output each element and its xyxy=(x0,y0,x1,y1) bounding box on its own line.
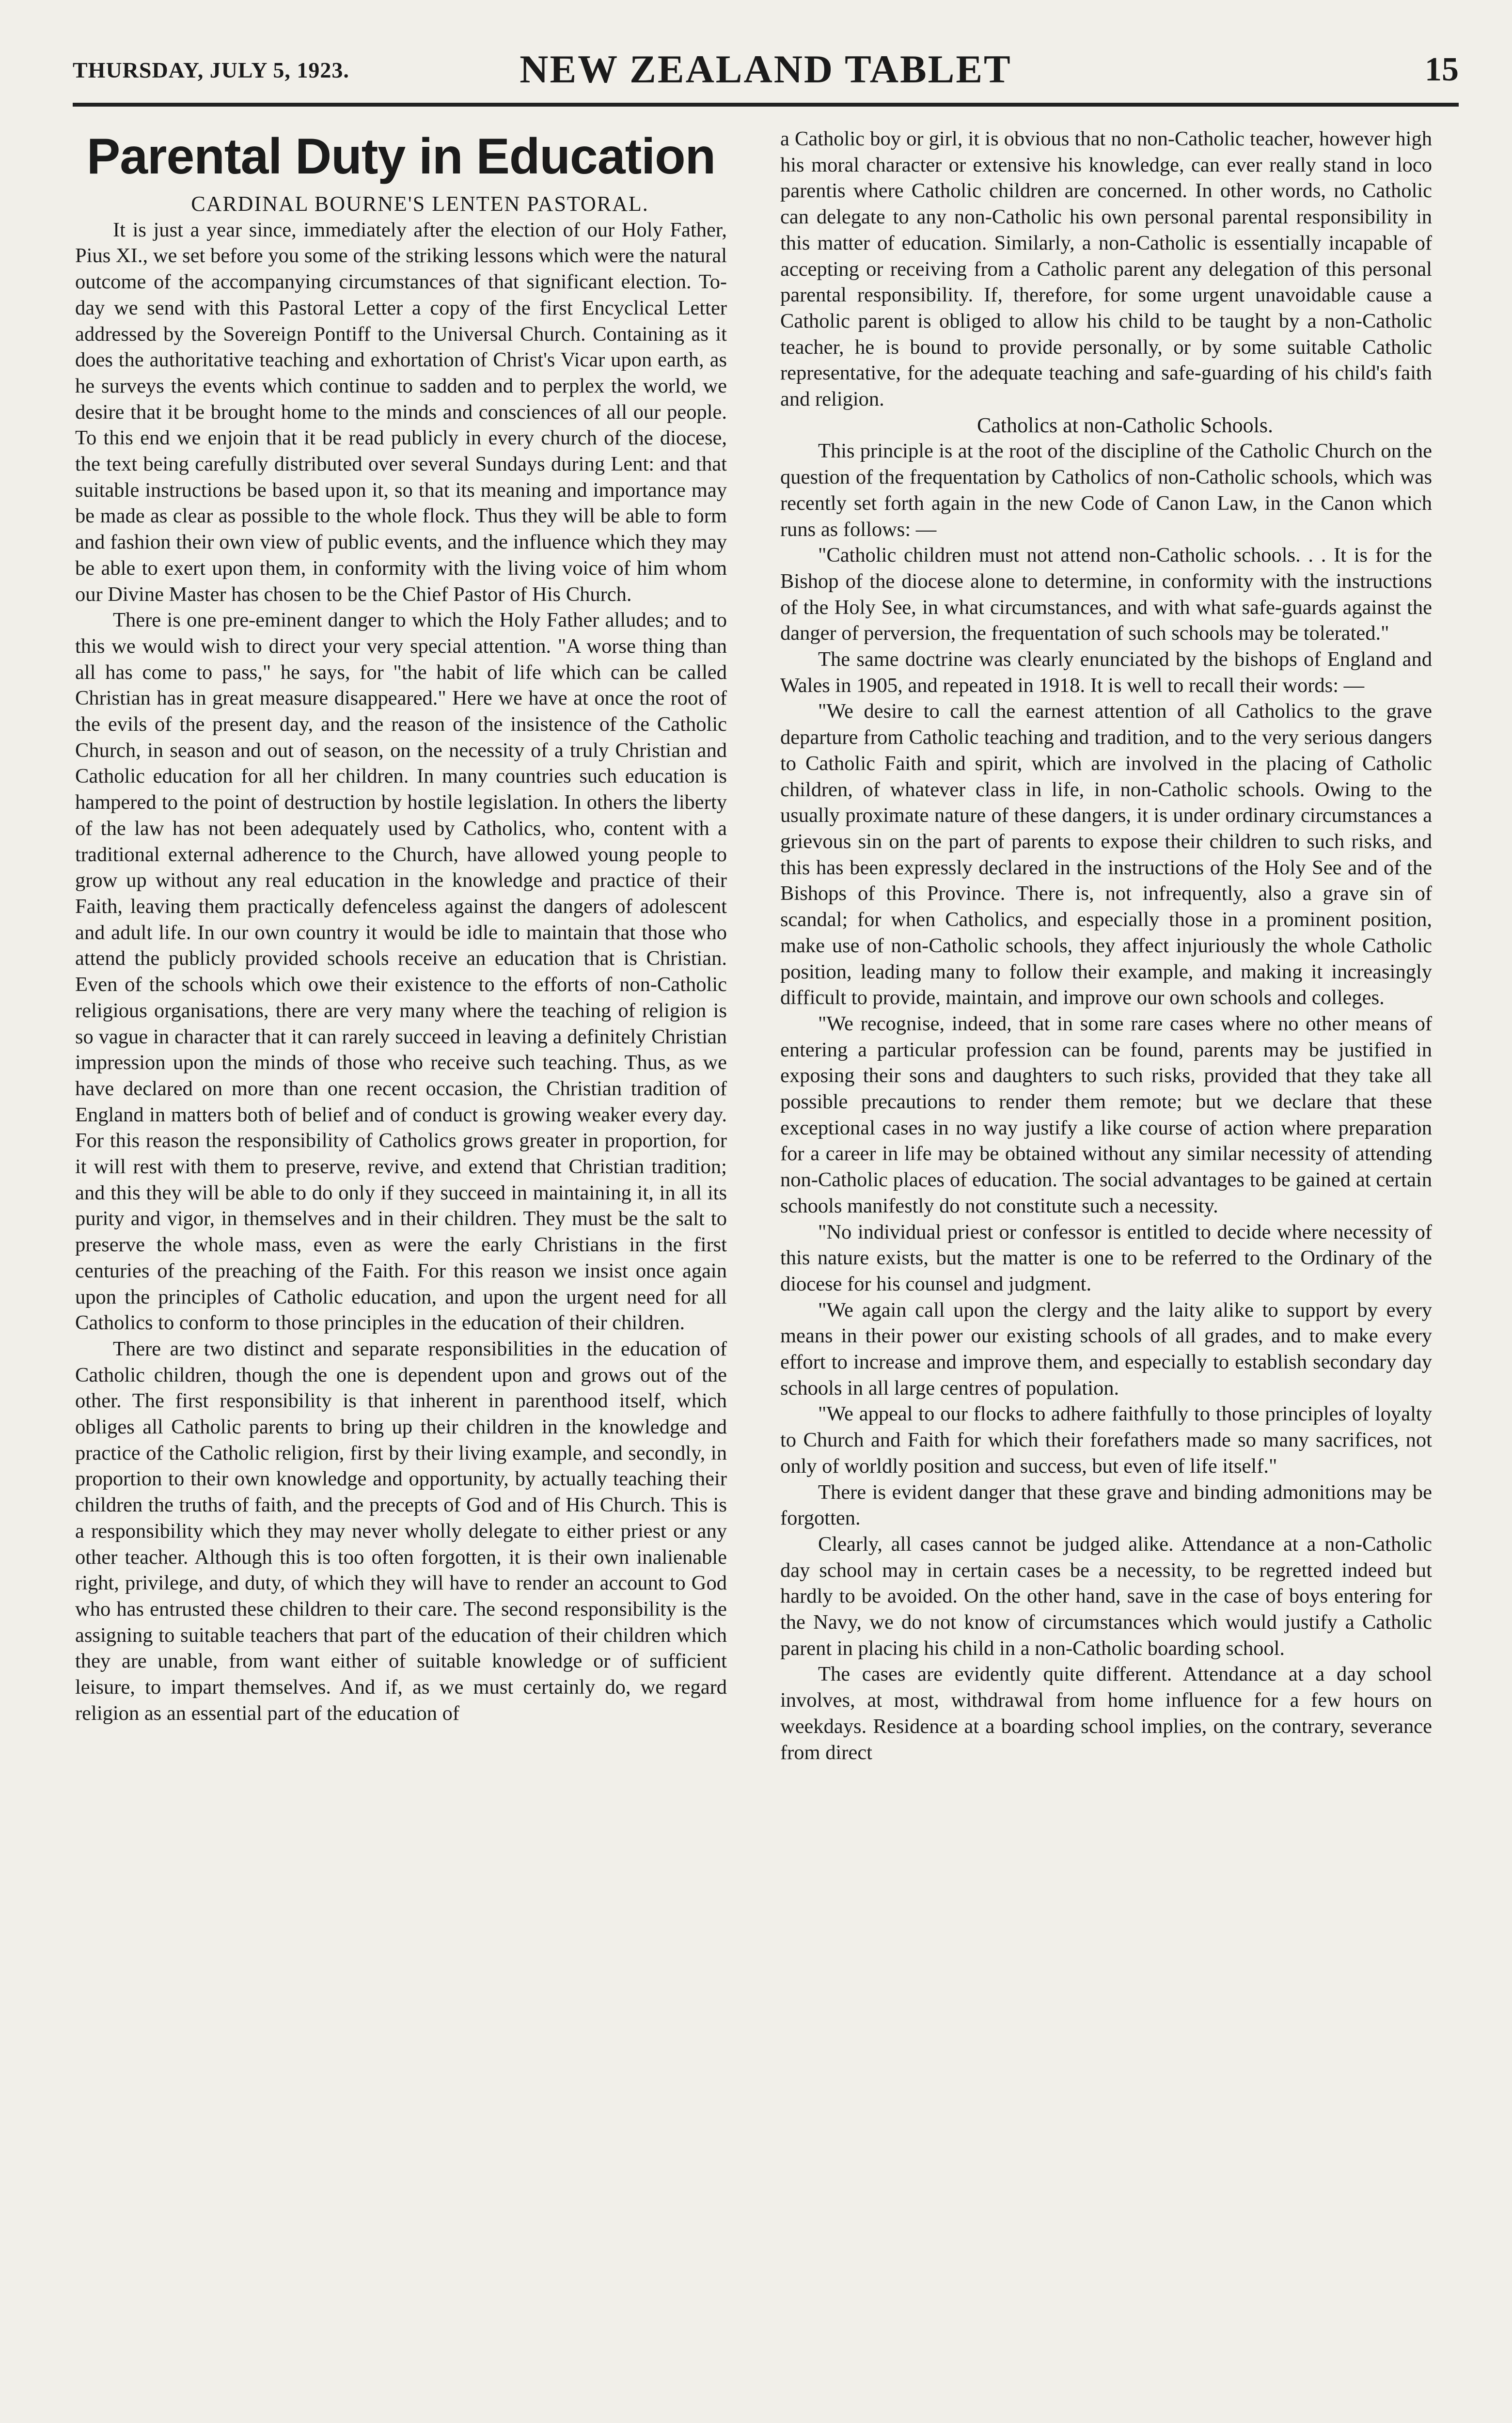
right-column xyxy=(780,126,1432,1765)
masthead xyxy=(73,47,1459,100)
paragraph: "Catholic children must not attend non-Catholic schools. . . It is for the Bishop of the diocese alone to determine, in conformity with the instructions of the Holy See, in what circumstances, and with what safe-guards against the danger of perversion, the frequentation of such schools may be tolerated." xyxy=(780,544,1432,645)
paragraph: "We again call upon the clergy and the laity alike to support by every means in their power our existing schools of all grades, and to make every effort to increase and improve them, and especially to establish secondary day schools in all large centres of population. xyxy=(780,1298,1432,1400)
paragraph: The cases are evidently quite different. Attendance at a day school involves, at most, withdrawal from home influence for a few hours on weekdays. Residence at a boarding school implies, on the contrary, severance from direct xyxy=(780,1663,1432,1764)
article-subtitle: CARDINAL BOURNE'S LENTEN PASTORAL. xyxy=(191,192,649,216)
paragraph: There is one pre-eminent danger to which the Holy Father alludes; and to this we would wish to direct your very special attention. "A worse thing than all has come to pass," he says, for "the habit of life which can be called Christian has in great measure disappeared." Here we have at once the root of the evils of the present day, and the reason of the insistence of the Catholic Church, in season and out of season, on the necessity of a truly Christian and Catholic education for all her children. In many countries such education is hampered to the point of destruction by hostile legislation. In others the liberty of the law has not been adequately used by Catholics, who, content with a traditional external adherence to the Church, have allowed young people to grow up without any real education in the knowledge and practice of their Faith, leaving them practically defenceless against the dangers of adolescent and adult life. In our own country it would be idle to maintain that those who attend the publicly provided schools receive an education that is Christian. Even of the schools which owe their existence to the efforts of non-Catholic religious organisations, there are very many where the teaching of religion is so vague in character that it can rarely succeed in leaving a definitely Christian impression upon the minds of those who receive such teaching. Thus, as we have declared on more than one recent occasion, the Christian tradition of England in matters both of belief and of conduct is growing weaker every day. For this reason the responsibility of Catholics grows greater in proportion, for it will rest with them to preserve, revive, and extend that Christian tradition; and this they will be able to do only if they succeed in maintaining it, in all its purity and vigor, in themselves and in their children. They must be the salt to preserve the whole mass, even as were the early Christians in the first centuries of the preaching of the Faith. For this reason we insist once again upon the principles of Catholic education, and upon the urgent need for all Catholics to conform to those principles in the education of their children. xyxy=(75,609,727,1335)
paragraph: Clearly, all cases cannot be judged alike. Attendance at a non-Catholic day school may in certain cases be a necessity, to be regretted indeed but hardly to be avoided. On the other hand, save in the case of boys entering for the Navy, we do not know of circumstances which would justify a Catholic parent in placing his child in a non-Catholic boarding school. xyxy=(780,1532,1432,1660)
paragraph: It is just a year since, immediately after the election of our Holy Father, Pius XI., we set before you some of the striking lessons which were the natural outcome of the accompanying circumstances of that significant election. To-day we send with this Pastoral Letter a copy of the first Encyclical Letter addressed by the Sovereign Pontiff to the Universal Church. Containing as it does the authoritative teaching and exhortation of Christ's Vicar upon earth, as he surveys the events which continue to sadden and to perplex the world, we desire that it be brought home to the minds and consciences of all our people. To this end we enjoin that it be read publicly in every church of the diocese, the text being carefully distributed over several Sundays during Lent: and that suitable instructions be based upon it, so that its meaning and importance may be made as clear as possible to the whole flock. Thus they will be able to form and fashion their own view of public events, and the influence which they may be able to exert upon them, in conformity with the living voice of him whom our Divine Master has chosen to be the Chief Pastor of His Church. xyxy=(75,218,727,606)
paragraph: "We desire to call the earnest attention of all Catholics to the grave departure from Catholic teaching and tradition, and to the very serious dangers to Catholic Faith and spirit, which are involved in the placing of Catholic children, of whatever class in life, in non-Catholic schools. Owing to the usually proximate nature of these dangers, it is under ordinary circumstances a grievous sin on the part of parents to expose their children to such risks, and this has been expressly declared in the instructions of the Holy See and of the Bishops of this Province. There is, not infrequently, also a grave sin of scandal; for when Catholics, and especially those in a prominent position, make use of non-Catholic schools, they affect injuriously the whole Catholic position, leading many to follow their example, and making it increasingly difficult to provide, maintain, and improve our own schools and colleges. xyxy=(780,700,1432,1009)
paragraph: There is evident danger that these grave and binding admonitions may be forgotten. xyxy=(780,1480,1432,1530)
paragraph: "We appeal to our flocks to adhere faithfully to those principles of loyalty to Church and Faith for which their forefathers made so many sacrifices, not only of worldly position and success, but even of life itself." xyxy=(780,1402,1432,1478)
left-column xyxy=(75,126,727,1726)
newspaper-title: NEW ZEALAND TABLET xyxy=(520,47,1012,91)
paragraph: "No individual priest or confessor is entitled to decide where necessity of this nature exists, but the matter is one to be referred to the Ordinary of the diocese for his counsel and judgment. xyxy=(780,1220,1432,1295)
paragraph: There are two distinct and separate responsibilities in the education of Catholic children, though the one is dependent upon and grows out of the other. The first responsibility is that inherent in parenthood itself, which obliges all Catholic parents to bring up their children in the knowledge and practice of the Catholic religion, first by their living example, and secondly, in proportion to their own knowledge and opportunity, by actually teaching their children the truths of faith, and the precepts of God and of His Church. This is a responsibility which they may never wholly delegate to either priest or any other teacher. Although this is too often forgotten, it is their own inalienable right, privilege, and duty, of which they will have to render an account to God who has entrusted these children to their care. The second responsibility is the assigning to suitable teachers that part of the education of their children which they are unable, from want either of suitable knowledge or of sufficient leisure, to impart themselves. And if, as we must certainly do, we regard religion as an essential part of the education of xyxy=(75,1337,727,1725)
top-rule xyxy=(73,103,1459,107)
paragraph-continued: a Catholic boy or girl, it is obvious that no non-Catholic teacher, however high his moral character or extensive his knowledge, can ever really stand in loco parentis where Catholic children are concerned. In other words, no Catholic can delegate to any non-Catholic his own personal parental responsibility in this matter of education. Similarly, a non-Catholic is essentially incapable of accepting or receiving from a Catholic parent any delegation of this personal parental responsibility. If, therefore, for some urgent unavoidable cause a Catholic parent is obliged to allow his child to be taught by a non-Catholic teacher, he is bound to provide personally, or by some suitable Catholic representative, for the adequate teaching and safe-guarding of his child's faith and religion. xyxy=(780,127,1432,411)
page-number: 15 xyxy=(1425,51,1459,88)
section-heading: Catholics at non-Catholic Schools. xyxy=(976,413,1274,437)
paragraph: This principle is at the root of the discipline of the Catholic Church on the question of the frequentation by Catholics of non-Catholic schools, which was recently set forth again in the new Code of Canon Law, in the Canon which runs as follows: — xyxy=(780,440,1432,541)
issue-date: THURSDAY, JULY 5, 1923. xyxy=(73,58,349,82)
article-title: Parental Duty in Education xyxy=(86,128,716,185)
paragraph: The same doctrine was clearly enunciated by the bishops of England and Wales in 1905, and repeated in 1918. It is well to recall their words: — xyxy=(780,648,1432,697)
paragraph: "We recognise, indeed, that in some rare cases where no other means of entering a particular profession can be found, parents may be justified in exposing their sons and daughters to such risks, provided that they take all possible precautions to render them remote; but we declare that these exceptional cases in no way justify a like course of action where preparation for a career in life may be obtained without any similar necessity of attending non-Catholic places of education. The social advantages to be gained at certain schools manifestly do not constitute such a necessity. xyxy=(780,1012,1432,1217)
